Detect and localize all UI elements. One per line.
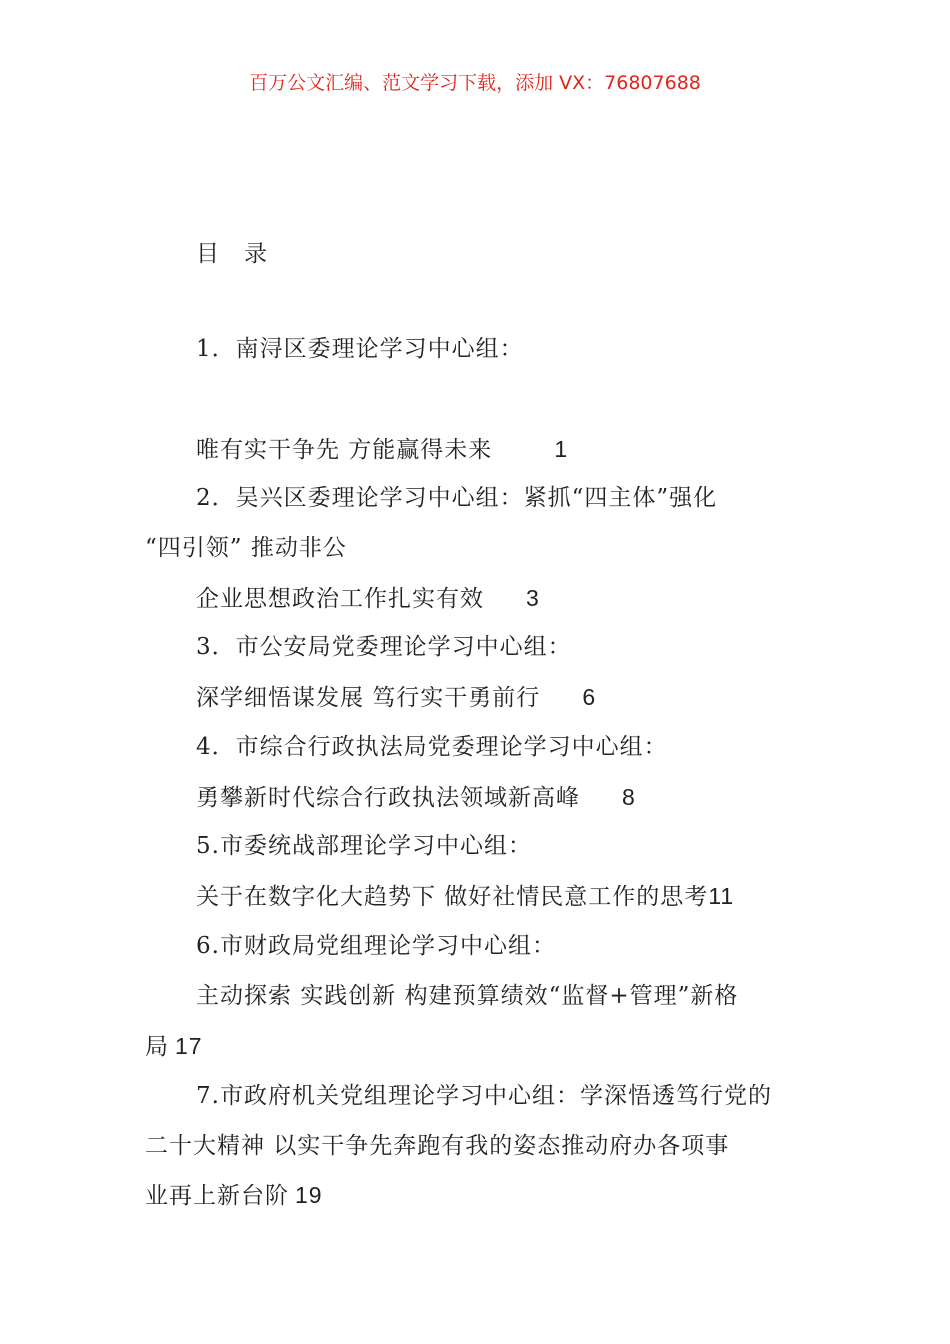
page-number: 11 (708, 883, 735, 909)
toc-entry: 业再上新台阶 19 (145, 1182, 323, 1209)
toc-entry-heading: 2．吴兴区委理论学习中心组：紧抓“四主体”强化 (196, 485, 718, 511)
toc-entry: 主动探索 实践创新 构建预算绩效“监督+管理”新格 (196, 983, 739, 1009)
toc-title-char: 目 (196, 241, 220, 267)
page-number: 8 (622, 784, 636, 810)
toc-entry: 企业思想政治工作扎实有效 3 (196, 585, 540, 612)
toc-entry: 局 17 (145, 1033, 203, 1060)
toc-entry-heading: 1．南浔区委理论学习中心组： (196, 336, 524, 362)
toc-entry-heading: 4．市综合行政执法局党委理论学习中心组： (196, 734, 668, 760)
toc-entry: 关于在数字化大趋势下 做好社情民意工作的思考11 (196, 883, 735, 910)
toc-entry-heading: 5.市委统战部理论学习中心组： (196, 833, 532, 859)
toc-entry: 二十大精神 以实干争先奔跑有我的姿态推动府办各项事 (145, 1133, 730, 1159)
page-number: 19 (295, 1182, 323, 1208)
page-number: 3 (526, 585, 540, 611)
toc-title (196, 235, 268, 268)
toc-entry: 唯有实干争先 方能赢得未来 1 (196, 436, 569, 463)
toc-entry-heading: “四引领” 推动非公 (145, 535, 347, 561)
watermark-header: 百万公文汇编、范文学习下载，添加 VX：76807688 (249, 72, 701, 94)
toc-entry: 深学细悟谋发展 笃行实干勇前行 6 (196, 684, 597, 711)
page-number: 17 (175, 1033, 203, 1059)
toc-title-char: 录 (244, 241, 268, 267)
page-number: 1 (554, 436, 569, 462)
toc-entry-heading: 3．市公安局党委理论学习中心组： (196, 634, 572, 660)
toc-entry: 7.市政府机关党组理论学习中心组：学深悟透笃行党的 (196, 1083, 772, 1109)
toc-entry-heading: 6.市财政局党组理论学习中心组： (196, 933, 556, 959)
toc-entry: 勇攀新时代综合行政执法领域新高峰 8 (196, 784, 636, 811)
page-number: 6 (582, 684, 597, 710)
